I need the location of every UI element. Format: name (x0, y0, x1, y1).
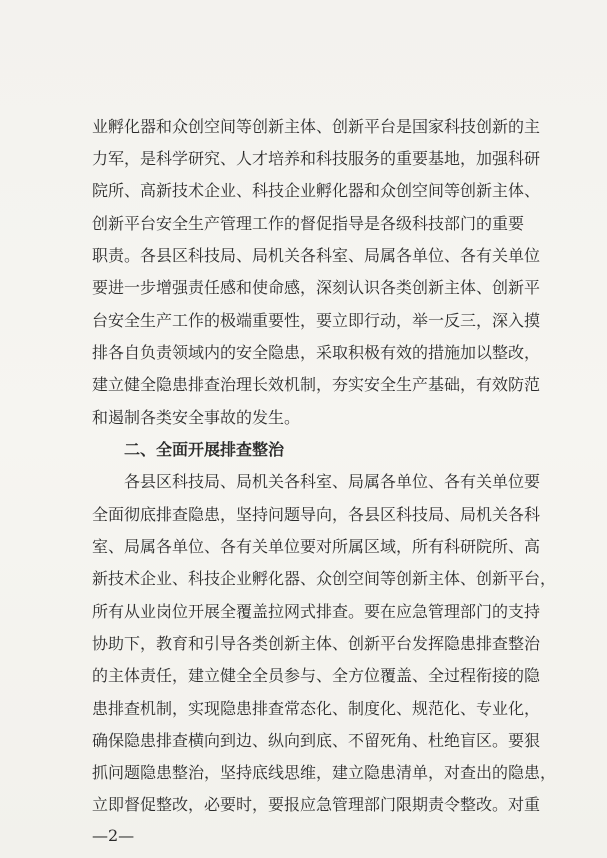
section-heading: 二、全面开展排查整治 (124, 440, 285, 459)
body-line: 各县区科技局、局机关各科室、局属各单位、各有关单位要 (124, 472, 541, 491)
page-number: —2— (92, 826, 135, 845)
body-line: 所有从业岗位开展全覆盖拉网式排查。要在应急管理部门的支持 (92, 602, 541, 621)
body-line: 创新平台安全生产管理工作的督促指导是各级科技部门的重要 (92, 214, 525, 233)
body-line: 要进一步增强责任感和使命感，深刻认识各类创新主体、创新平 (92, 278, 541, 297)
body-line: 的主体责任，建立健全全员参与、全方位覆盖、全过程衔接的隐 (92, 666, 541, 685)
body-line: 新技术企业、科技企业孵化器、众创空间等创新主体、创新平台， (92, 569, 557, 588)
body-line: 和遏制各类安全事故的发生。 (92, 408, 301, 427)
body-line: 排各自负责领域内的安全隐患，采取积极有效的措施加以整改， (92, 343, 541, 362)
body-line: 职责。各县区科技局、局机关各科室、局属各单位、各有关单位 (92, 246, 541, 265)
body-line: 患排查机制，实现隐患排查常态化、制度化、规范化、专业化， (92, 699, 541, 718)
body-line: 协助下，教育和引导各类创新主体、创新平台发挥隐患排查整治 (92, 634, 541, 653)
body-line: 立即督促整改，必要时，要报应急管理部门限期责令整改。对重 (92, 795, 541, 814)
body-line: 室、局属各单位、各有关单位要对所属区域，所有科研院所、高 (92, 537, 541, 556)
body-line: 力军，是科学研究、人才培养和科技服务的重要基地，加强科研 (92, 149, 541, 168)
body-line: 院所、高新技术企业、科技企业孵化器和众创空间等创新主体、 (92, 181, 541, 200)
body-line: 抓问题隐患整治，坚持底线思维，建立隐患清单，对查出的隐患， (92, 763, 557, 782)
body-line: 台安全生产工作的极端重要性，要立即行动，举一反三，深入摸 (92, 311, 541, 330)
body-line: 全面彻底排查隐患，坚持问题导向，各县区科技局、局机关各科 (92, 505, 541, 524)
body-line: 业孵化器和众创空间等创新主体、创新平台是国家科技创新的主 (92, 117, 541, 136)
body-line: 建立健全隐患排查治理长效机制，夯实安全生产基础，有效防范 (92, 375, 541, 394)
body-line: 确保隐患排查横向到边、纵向到底、不留死角、杜绝盲区。要狠 (92, 731, 541, 750)
